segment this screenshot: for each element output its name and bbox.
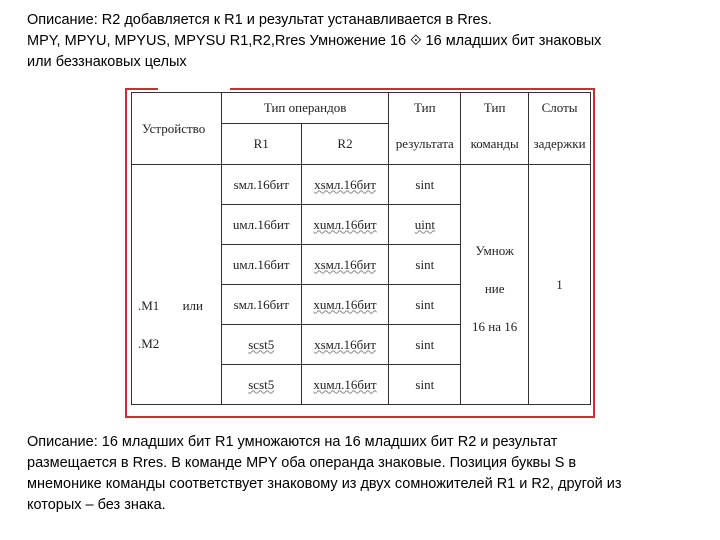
top-description-line-3: или беззнаковых целых [27, 54, 187, 70]
header-r2: R2 [301, 124, 389, 165]
header-cmd-type-top: Тип [461, 93, 529, 124]
cell-r1 [221, 325, 301, 365]
header-operand-types: Тип операндов [221, 93, 389, 124]
command-type-line-1: Умнож [475, 242, 514, 258]
cell-r1 [221, 365, 301, 405]
cell-r1: uмл.16бит [221, 245, 301, 285]
cell-r2 [301, 165, 389, 205]
cell-r2 [301, 205, 389, 245]
frame-gap [158, 86, 230, 90]
cell-r1: uмл.16бит [221, 205, 301, 245]
top-description-line-2: MPY, MPYU, MPYUS, MPYSU R1,R2,Rres Умножение 16 ⟐ 16 младших бит знаковых [27, 33, 602, 49]
header-r1: R1 [221, 124, 301, 165]
cell-result: sint [389, 285, 461, 325]
cell-result: sint [389, 325, 461, 365]
bottom-description-line-3: мнемонике команды соответствует знаковому из двух сомножителей R1 и R2, другой из [27, 476, 622, 492]
device-or: или [182, 297, 203, 313]
cell-r1-text: scst5 [248, 376, 275, 392]
cell-r2-text: xuмл.16бит [313, 216, 377, 232]
table-row [132, 165, 591, 205]
header-slots-bottom: задержки [529, 124, 591, 165]
command-type-line-2: ние [484, 280, 505, 296]
cell-r2 [301, 245, 389, 285]
device-m2: .M2 [138, 335, 160, 351]
top-description [27, 10, 707, 73]
cell-r1-text: scst5 [248, 336, 275, 352]
cell-result: sint [389, 365, 461, 405]
device-m1: .M1 [138, 297, 160, 313]
cell-result [389, 205, 461, 245]
bottom-description-line-4: которых – без знака. [27, 497, 166, 513]
cell-r1: sмл.16бит [221, 285, 301, 325]
top-description-line-1: Описание: R2 добавляется к R1 и результат устанавливается в Rres. [27, 12, 492, 28]
header-slots-top: Слоты [529, 93, 591, 124]
instruction-table [131, 92, 591, 405]
cell-r2-text: xuмл.16бит [313, 376, 377, 392]
cell-r2 [301, 365, 389, 405]
cell-result-text: uint [414, 216, 435, 232]
header-result-type-bottom: результата [389, 124, 461, 165]
command-type-cell [461, 165, 529, 405]
cell-r2 [301, 325, 389, 365]
header-cmd-type-bottom: команды [461, 124, 529, 165]
cell-r2-text: xsмл.16бит [314, 336, 376, 352]
header-result-type-top: Тип [389, 93, 461, 124]
command-type-line-3: 16 на 16 [472, 318, 518, 334]
bottom-description-line-2: размещается в Rres. В команде MPY оба операнда знаковые. Позиция буквы S в [27, 455, 577, 471]
header-device: Устройство [132, 93, 222, 165]
cell-result: sint [389, 245, 461, 285]
cell-r2-text: xsмл.16бит [314, 176, 376, 192]
delay-slots-cell: 1 [529, 165, 591, 405]
header-row-1 [132, 93, 591, 124]
cell-r2 [301, 285, 389, 325]
cell-r1: sмл.16бит [221, 165, 301, 205]
cell-r2-text: xuмл.16бит [313, 296, 377, 312]
bottom-description [27, 432, 703, 516]
device-cell [132, 165, 222, 405]
bottom-description-line-1: Описание: 16 младших бит R1 умножаются на 16 младших бит R2 и результат [27, 434, 558, 450]
cell-r2-text: xsмл.16бит [314, 256, 376, 272]
cell-result: sint [389, 165, 461, 205]
